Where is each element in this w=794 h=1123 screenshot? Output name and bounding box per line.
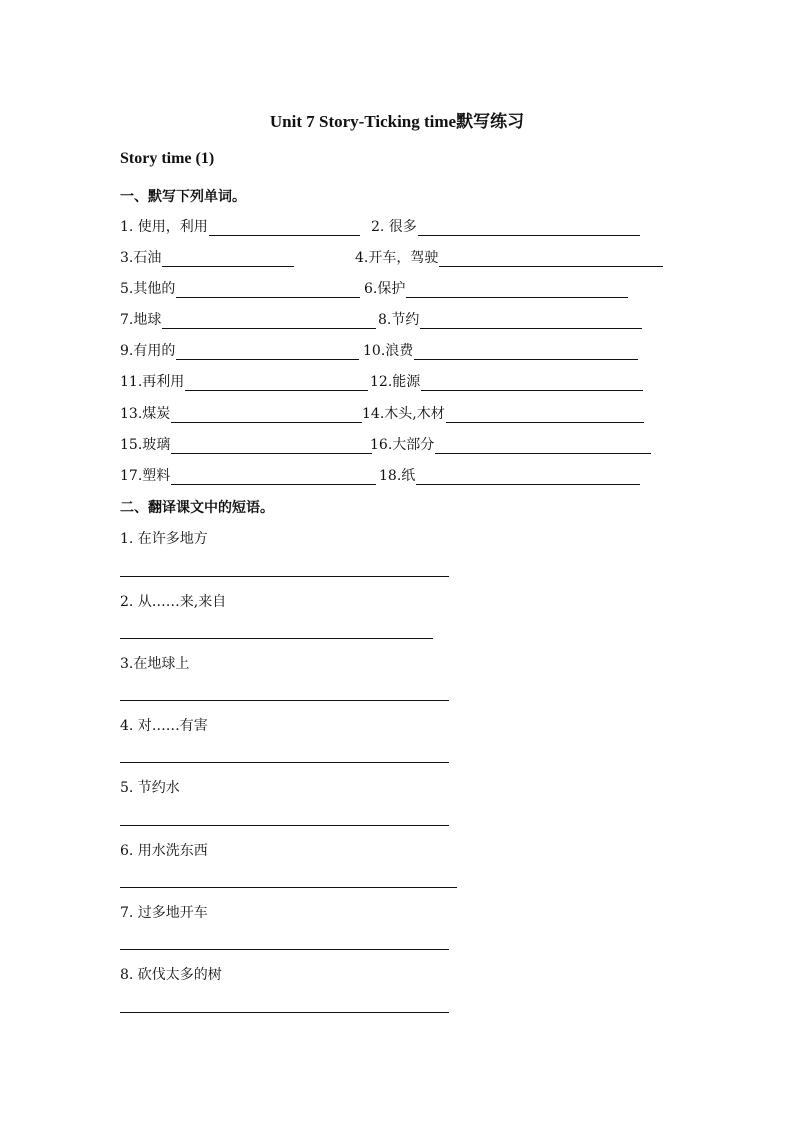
vocab-item [371,216,640,236]
answer-blank[interactable] [176,343,359,360]
vocab-prompt: 16.大部分 [370,437,435,453]
vocab-item [120,371,368,391]
answer-blank[interactable] [439,250,663,267]
answer-line[interactable] [120,825,449,826]
answer-line[interactable] [120,638,433,639]
vocab-prompt: 2. 很多 [371,219,417,235]
vocab-prompt: 13.煤炭 [120,406,171,422]
page-title: Unit 7 Story-Ticking time默写练习 [269,112,525,131]
answer-blank[interactable] [416,468,640,485]
vocab-item [364,278,628,298]
vocab-prompt: 1. 使用，利用 [120,219,208,235]
vocab-prompt: 5.其他的 [120,281,176,297]
vocab-item [378,309,642,329]
phrase-prompt: 2. 从……来,来自 [120,594,227,610]
answer-blank[interactable] [162,250,294,267]
answer-blank[interactable] [185,374,368,391]
answer-blank[interactable] [171,406,362,423]
vocab-prompt: 11.再利用 [120,374,185,390]
vocab-prompt: 7.地球 [120,312,162,328]
answer-blank[interactable] [418,219,640,236]
answer-line[interactable] [120,887,457,888]
answer-blank[interactable] [171,468,376,485]
vocab-prompt: 10.浪费 [363,343,414,359]
vocab-item [363,340,638,360]
answer-blank[interactable] [414,343,638,360]
vocab-item [355,247,663,267]
section-1-heading: 一、默写下列单词。 [120,189,246,205]
vocab-prompt: 14.木头,木材 [362,406,445,422]
phrase-prompt: 1. 在许多地方 [120,531,208,547]
answer-line[interactable] [120,700,449,701]
answer-line[interactable] [120,576,449,577]
vocab-prompt: 8.节约 [378,312,420,328]
vocab-prompt: 15.玻璃 [120,437,171,453]
phrase-prompt: 6. 用水洗东西 [120,843,208,859]
vocab-prompt: 12.能源 [370,374,421,390]
answer-line[interactable] [120,1012,449,1013]
vocab-item [120,278,360,298]
section-2-heading: 二、翻译课文中的短语。 [120,500,274,516]
vocab-prompt: 17.塑料 [120,468,171,484]
vocab-item [370,434,651,454]
vocab-item [379,465,640,485]
vocab-item [120,465,376,485]
answer-blank[interactable] [446,406,644,423]
vocab-prompt: 18.纸 [379,468,416,484]
vocab-item [120,434,372,454]
answer-blank[interactable] [162,312,376,329]
answer-line[interactable] [120,762,449,763]
answer-line[interactable] [120,949,449,950]
vocab-item [120,216,360,236]
answer-blank[interactable] [435,437,651,454]
phrase-prompt: 3.在地球上 [120,656,190,672]
vocab-prompt: 3.石油 [120,250,162,266]
phrase-prompt: 4. 对……有害 [120,718,208,734]
vocab-item [120,247,294,267]
answer-blank[interactable] [176,281,360,298]
lesson-subtitle: Story time (1) [120,150,215,167]
answer-blank[interactable] [406,281,628,298]
answer-blank[interactable] [420,312,642,329]
vocab-prompt: 4.开车，驾驶 [355,250,439,266]
vocab-item [120,309,376,329]
vocab-prompt: 6.保护 [364,281,406,297]
vocab-item [370,371,643,391]
answer-blank[interactable] [171,437,372,454]
answer-blank[interactable] [421,374,643,391]
phrase-prompt: 5. 节约水 [120,780,180,796]
answer-blank[interactable] [209,219,360,236]
phrase-prompt: 7. 过多地开车 [120,905,208,921]
vocab-item [120,340,359,360]
vocab-prompt: 9.有用的 [120,343,176,359]
phrase-prompt: 8. 砍伐太多的树 [120,967,222,983]
vocab-item [362,403,644,423]
vocab-item [120,403,362,423]
